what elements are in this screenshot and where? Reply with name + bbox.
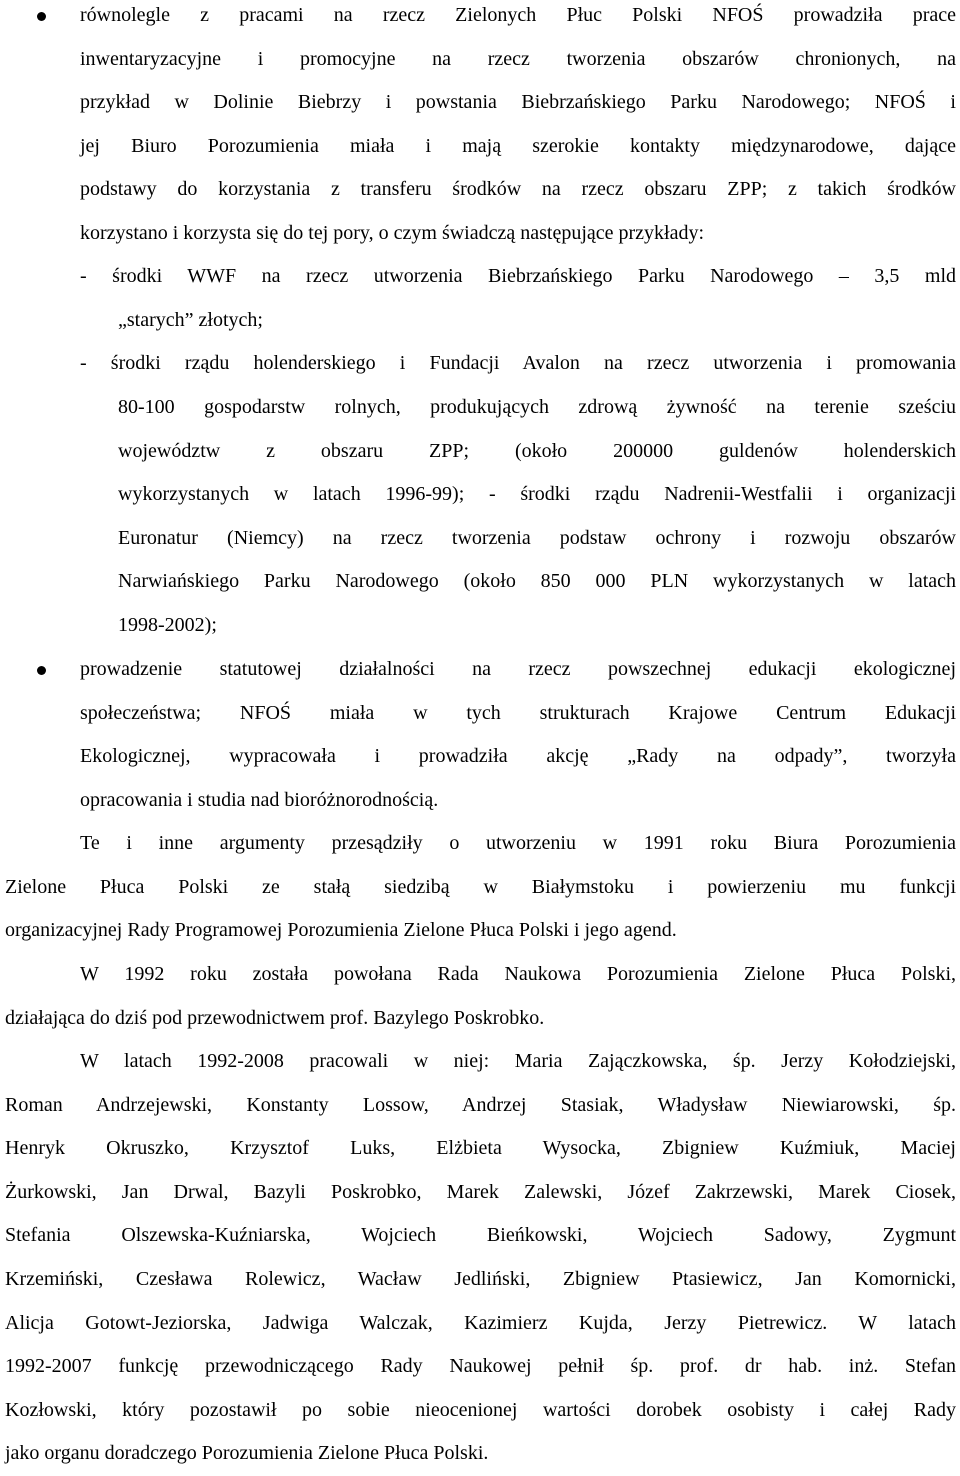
text-line: W latach 1992-2008 pracowali w niej: Maria Zajączkowska, śp. Jerzy Kołodziejski,: [80, 1050, 956, 1072]
sub-item-2-continuation: [118, 386, 956, 648]
text-line: 1998-2002);: [118, 613, 217, 636]
text-line: województw z obszaru ZPP; (około 200000 guldenów holenderskich: [118, 439, 956, 462]
text-line: Alicja Gotowt-Jeziorska, Jadwiga Walczak, Kazimierz Kujda, Jerzy Pietrewicz. W latach: [5, 1311, 956, 1334]
bullet-item-2: [80, 648, 956, 822]
text-line: Stefania Olszewska-Kuźniarska, Wojciech Bieńkowski, Wojciech Sadowy, Zygmunt: [5, 1224, 956, 1247]
paragraph-1: [5, 822, 956, 953]
sub-item-1-first-line: - środki WWF na rzecz utworzenia Biebrzańskiego Parku Narodowego – 3,5 mld: [80, 265, 956, 287]
text-line: Euronatur (Niemcy) na rzecz tworzenia podstaw ochrony i rozwoju obszarów: [118, 526, 956, 549]
text-line: Ekologicznej, wypracowała i prowadziła akcję „Rady na odpady”, tworzyła: [80, 745, 956, 768]
text-line: jej Biuro Porozumienia miała i mają szerokie kontakty międzynarodowe, dające: [80, 134, 956, 157]
text-line: przykład w Dolinie Biebrzy i powstania Biebrzańskiego Parku Narodowego; NFOŚ i: [80, 91, 956, 114]
text-line: równolegle z pracami na rzecz Zielonych Płuc Polski NFOŚ prowadziła prace: [80, 4, 956, 26]
text-line: Kozłowski, który pozostawił po sobie nieocenionej wartości dorobek osobisty i całej Rady: [5, 1398, 956, 1421]
text-line: Zielone Płuca Polski ze stałą siedzibą w Białymstoku i powierzeniu mu funkcji: [5, 875, 956, 898]
text-line: opracowania i studia nad bioróżnorodnością.: [80, 788, 439, 811]
sub-item-1-continuation: [118, 299, 956, 343]
text-line: Roman Andrzejewski, Konstanty Lossow, Andrzej Stasiak, Władysław Niewiarowski, śp.: [5, 1093, 956, 1116]
text-line: 80-100 gospodarstw rolnych, produkujących zdrową żywność na terenie sześciu: [118, 396, 956, 418]
text-line: Krzemiński, Czesława Rolewicz, Wacław Jedliński, Zbigniew Ptasiewicz, Jan Komornicki,: [5, 1267, 956, 1290]
text-line: Henryk Okruszko, Krzysztof Luks, Elżbieta Wysocka, Zbigniew Kuźmiuk, Maciej: [5, 1137, 956, 1160]
text-line: podstawy do korzystania z transferu środków na rzecz obszaru ZPP; z takich środków: [80, 178, 956, 201]
bullet-item-1: [80, 0, 956, 256]
text-line: działająca do dziś pod przewodnictwem prof. Bazylego Poskrobko.: [5, 1006, 545, 1029]
text-line: W 1992 roku została powołana Rada Naukowa Porozumienia Zielone Płuca Polski,: [80, 963, 956, 985]
text-line: inwentaryzacyjne i promocyjne na rzecz tworzenia obszarów chronionych, na: [80, 47, 956, 70]
bullet-icon: [37, 666, 46, 675]
text-line: 1992-2007 funkcję przewodniczącego Rady Naukowej pełnił śp. prof. dr hab. inż. Stefan: [5, 1355, 956, 1378]
text-line: społeczeństwa; NFOŚ miała w tych strukturach Krajowe Centrum Edukacji: [80, 701, 956, 724]
text-line: Te i inne argumenty przesądziły o utworzeniu w 1991 roku Biura Porozumienia: [80, 832, 956, 854]
text-line: wykorzystanych w latach 1996-99); - środki rządu Nadrenii-Westfalii i organizacji: [118, 483, 956, 506]
text-line: „starych” złotych;: [118, 309, 263, 331]
text-line: korzystano i korzysta się do tej pory, o czym świadczą następujące przykłady:: [80, 221, 705, 244]
bullet-icon: [37, 12, 46, 21]
text-line: prowadzenie statutowej działalności na rzecz powszechnej edukacji ekologicznej: [80, 658, 956, 680]
text-line: organizacyjnej Rady Programowej Porozumienia Zielone Płuca Polski i jego agend.: [5, 919, 677, 942]
sub-item-2-first-line: - środki rządu holenderskiego i Fundacji Avalon na rzecz utworzenia i promowania: [80, 352, 956, 374]
text-line: Żurkowski, Jan Drwal, Bazyli Poskrobko, Marek Zalewski, Józef Zakrzewski, Marek Ciosek,: [5, 1180, 956, 1203]
text-line: Narwiańskiego Parku Narodowego (około 850 000 PLN wykorzystanych w latach: [118, 570, 956, 593]
text-line: jako organu doradczego Porozumienia Zielone Płuca Polski.: [5, 1442, 489, 1465]
paragraph-3: [5, 1040, 956, 1476]
paragraph-2: [5, 953, 956, 1040]
